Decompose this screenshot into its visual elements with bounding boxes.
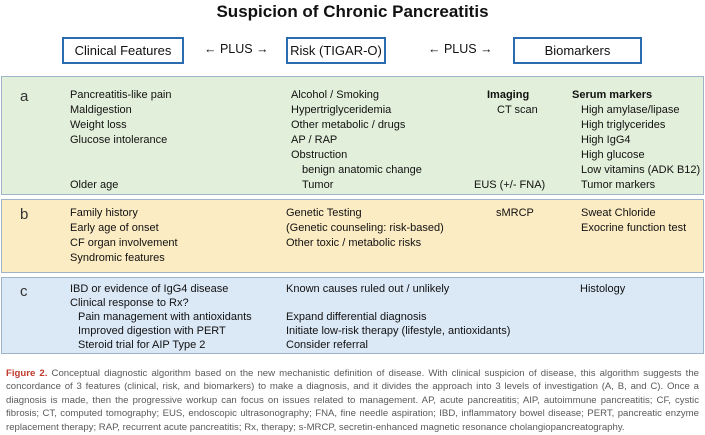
serum-item: Exocrine function test: [581, 222, 687, 234]
clinical-item: Family history: [70, 207, 138, 219]
caption-text: Conceptual diagnostic algorithm based on the new mechanistic definition of disease. With clinical suspicion of disease, this algorithm suggests the concordance of 3 features (clinical, risk, and biomarkers) to make a diagnosis, and it divides the approach into 3 levels of investigation (A, B, and C). Once a diagnosis is made, then the progressive workup can focus on issues related to management. AP, acute pancreatitis; AIP, autoimmune pancreatitis; CF, cystic fibrosis; CT, computed tomography; EUS, endoscopic ultrasonography; FNA, fine needle aspiration; IBD, inflammatory bowel disease; PERT, pancreatic enzyme replacement therapy; RAP, recurrent acute pancreatitis; Rx, therapy; s-MRCP, secretin-enhanced magnetic resonance cholangiopancreatography.: [6, 368, 699, 433]
clinical-item: Maldigestion: [70, 104, 132, 116]
risk-item: Hypertriglyceridemia: [291, 104, 392, 116]
clinical-subitem: Steroid trial for AIP Type 2: [78, 339, 206, 351]
risk-item: (Genetic counseling: risk-based): [286, 222, 444, 234]
diagram-title: Suspicion of Chronic Pancreatitis: [216, 2, 489, 21]
level-b-label: b: [20, 206, 29, 223]
serum-item: Tumor markers: [581, 179, 656, 191]
imaging-item: sMRCP: [496, 207, 534, 219]
level-c-label: c: [20, 283, 28, 300]
figure-caption: [6, 367, 699, 434]
clinical-item: Glucose intolerance: [70, 134, 168, 146]
serum-item: High triglycerides: [581, 119, 666, 131]
biomarkers-box: Biomarkers: [513, 37, 642, 64]
risk-item: AP / RAP: [291, 134, 338, 146]
serum-item: Low vitamins (ADK B12): [581, 164, 701, 176]
risk-subitem: benign anatomic change: [302, 164, 422, 176]
imaging-heading: Imaging: [487, 89, 530, 101]
clinical-item: IBD or evidence of IgG4 disease: [70, 283, 229, 295]
clinical-item: Weight loss: [70, 119, 127, 131]
clinical-features-box: Clinical Features: [62, 37, 184, 64]
imaging-item: EUS (+/- FNA): [474, 179, 546, 191]
risk-item: Other toxic / metabolic risks: [286, 237, 422, 249]
clinical-subitem: Pain management with antioxidants: [78, 311, 252, 323]
risk-item: Other metabolic / drugs: [291, 119, 406, 131]
risk-item: Obstruction: [291, 149, 348, 161]
clinical-item: CF organ involvement: [70, 237, 178, 249]
risk-box: Risk (TIGAR-O): [286, 37, 386, 64]
clinical-subitem: Improved digestion with PERT: [78, 325, 226, 337]
risk-item: Known causes ruled out / unlikely: [286, 283, 450, 295]
figure-label: Figure 2.: [6, 368, 48, 379]
plus-arrow-left: ← PLUS →: [204, 42, 269, 56]
risk-subitem: Tumor: [302, 179, 334, 191]
serum-item: High IgG4: [581, 134, 631, 146]
serum-item: Sweat Chloride: [581, 207, 656, 219]
clinical-item: Early age of onset: [70, 222, 159, 234]
risk-item: Consider referral: [286, 339, 368, 351]
plus-arrow-right: ← PLUS →: [428, 42, 493, 56]
risk-item: Expand differential diagnosis: [286, 311, 427, 323]
clinical-item: Syndromic features: [70, 252, 165, 264]
imaging-item: CT scan: [497, 104, 538, 116]
risk-item: Alcohol / Smoking: [291, 89, 380, 101]
serum-item: Histology: [580, 283, 626, 295]
serum-heading: Serum markers: [572, 89, 653, 101]
risk-item: Genetic Testing: [286, 207, 362, 219]
risk-item: Initiate low-risk therapy (lifestyle, antioxidants): [286, 325, 511, 337]
serum-item: High amylase/lipase: [581, 104, 680, 116]
clinical-item: Clinical response to Rx?: [70, 297, 189, 309]
clinical-item: Pancreatitis-like pain: [70, 89, 172, 101]
serum-item: High glucose: [581, 149, 645, 161]
clinical-item: Older age: [70, 179, 119, 191]
level-a-label: a: [20, 88, 29, 105]
